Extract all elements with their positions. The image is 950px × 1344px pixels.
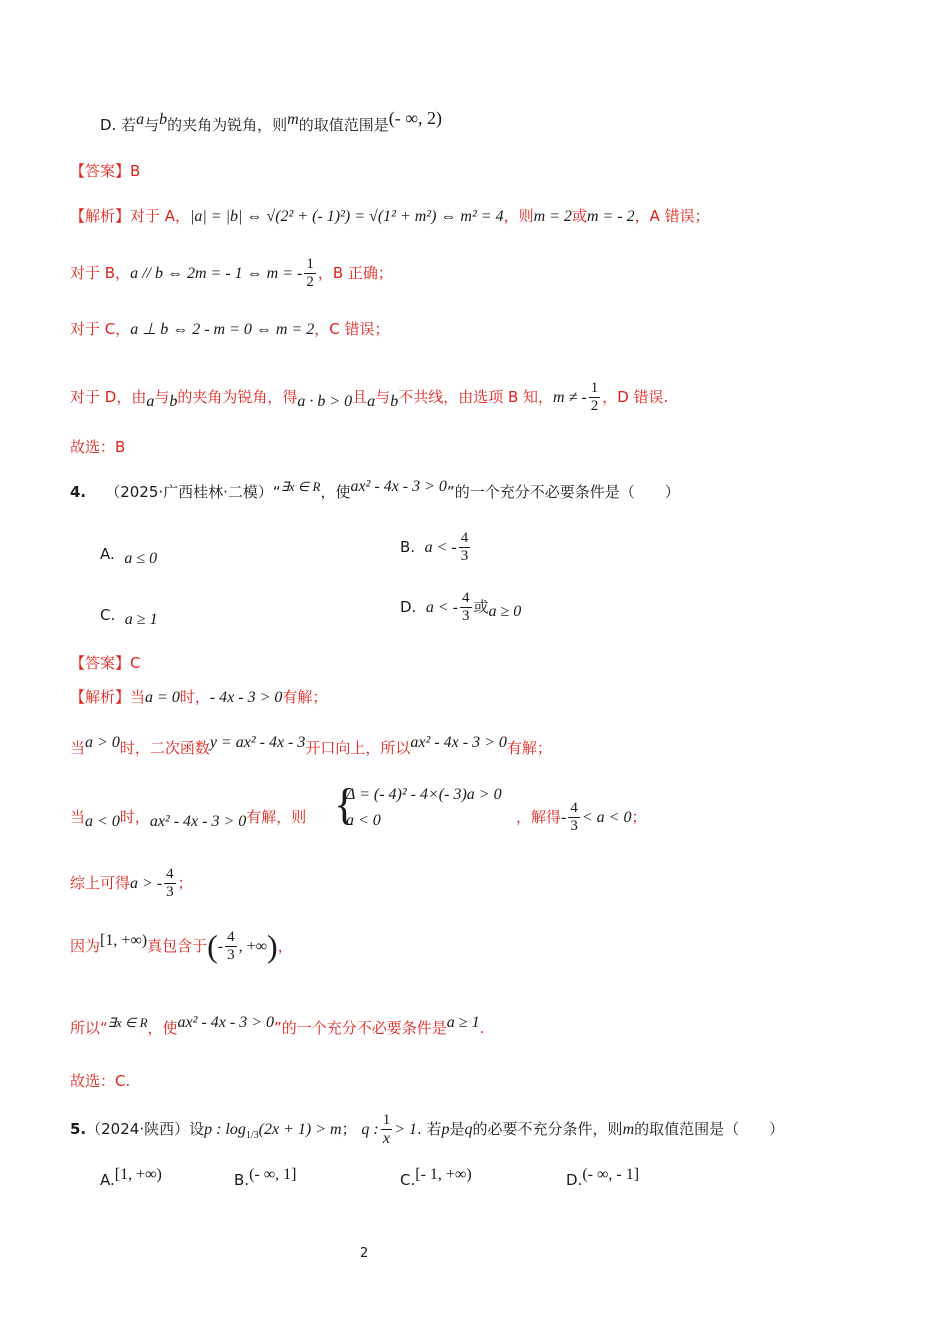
- analysis-c-line: 对于 C，a ⊥ b ⇔ 2 - m = 0 ⇔ m = 2，C 错误；: [70, 320, 390, 338]
- system-brace: {: [334, 780, 356, 829]
- q5-option-a[interactable]: A.$^{[1, +\infty)}$: [100, 1166, 162, 1189]
- fraction-four-thirds: $\frac{4}{3}$: [570, 800, 578, 834]
- analysis-a-line: 【解析】对于 A，|a| = |b| ⇔ √(2² + (- 1)²) = √(1² + m²) ⇔ m² = 4，则m = 2或m = - 2，A 错误；: [70, 207, 710, 225]
- answer-1: 【答案】B: [70, 162, 141, 180]
- analysis-case-positive: 当$^{a > 0}$时，二次函数$^{y = ax^2 - 4x - 3}$开口向上，所以$^{ax^2 - 4x - 3 > 0}$有解；: [70, 734, 552, 757]
- fraction-four-thirds: $\frac{4}{3}$: [462, 590, 470, 624]
- q4-option-a[interactable]: A. $_{a \le 0}$: [100, 545, 158, 567]
- fraction-half: $\frac{1}{2}$: [590, 380, 599, 414]
- fraction-four-thirds: $\frac{4}{3}$: [166, 866, 174, 900]
- analysis-conclusion: 所以“$^{\exists x \in R}$，使$^{ax^2 - 4x - 3 > 0}$”的一个充分不必要条件是$^{a \ge 1}$.: [70, 1014, 485, 1037]
- analysis-summary: 综上可得a > - $\frac{4}{3}$ ；: [70, 866, 193, 900]
- page-number: 2: [360, 1246, 369, 1261]
- system-line-2: a < 0: [346, 812, 381, 829]
- question-5: 5.（2024·陕西）设p : $\log_{1/3}(2x + 1) > m$； q : $\frac{1}{x}$ > 1. 若p是q的必要不充分条件，则m的取值范围是（ ）: [70, 1112, 785, 1147]
- option-d-line: D. 若$^a$与$^b$的夹角为锐角，则$^m$的取值范围是$^{(- \infty, 2)}$: [100, 108, 443, 134]
- fraction-half: $\frac{1}{2}$: [306, 256, 314, 290]
- question-4: 4. （2025·广西桂林·二模）“$^{\exists x \in R}$，使$^{ax^2 - 4x - 3 > 0}$”的一个充分不必要条件是（ ）: [70, 478, 680, 501]
- analysis-case-zero: 【解析】当a = 0时，- 4x - 3 > 0有解；: [70, 688, 328, 706]
- analysis-case-negative: 当$_{a < 0}$时，$_{ax^2 - 4x - 3 > 0}$有解，则: [70, 808, 307, 830]
- fraction-four-thirds: $\frac{4}{3}$: [227, 929, 235, 963]
- fraction-four-thirds: $\frac{4}{3}$: [460, 530, 469, 564]
- choice-2: 故选：C.: [70, 1072, 131, 1090]
- q4-option-b[interactable]: B. a < - $\frac{4}{3}$: [400, 530, 469, 564]
- q5-option-b[interactable]: B.$^{(- \infty, 1]}$: [234, 1166, 297, 1189]
- q5-option-d[interactable]: D.$^{(- \infty, - 1]}$: [566, 1166, 640, 1189]
- analysis-solution: ，解得- $\frac{4}{3}$ < a < 0；: [516, 800, 647, 834]
- answer-2: 【答案】C: [70, 654, 141, 672]
- system-line-1: Δ = (- 4)² - 4×(- 3)a > 0: [346, 786, 502, 803]
- analysis-d-line: 对于 D，由$_a$与$_b$的夹角为锐角，得$_{a \cdot b > 0}$且$_a$与$_b$不共线，由选项 B 知，m ≠ - $\frac{1}{2}$ ，D 错误.: [70, 380, 669, 414]
- analysis-because: 因为$^{[1, +\infty)}$真包含于(- $\frac{4}{3}$ , +∞)，: [70, 928, 293, 964]
- choice-1: 故选：B: [70, 438, 126, 456]
- q4-option-c[interactable]: C. $_{a \ge 1}$: [100, 606, 158, 628]
- fraction-one-over-x: $\frac{1}{x}$: [382, 1112, 391, 1147]
- q4-option-d[interactable]: D. a < - $\frac{4}{3}$ 或$_{a \ge 0}$: [400, 590, 522, 624]
- analysis-b-line: 对于 B，a // b ⇔ 2m = - 1 ⇔ m = - $\frac{1}{2}$ ，B 正确；: [70, 256, 393, 290]
- q5-option-c[interactable]: C.$^{[- 1, +\infty)}$: [400, 1166, 472, 1189]
